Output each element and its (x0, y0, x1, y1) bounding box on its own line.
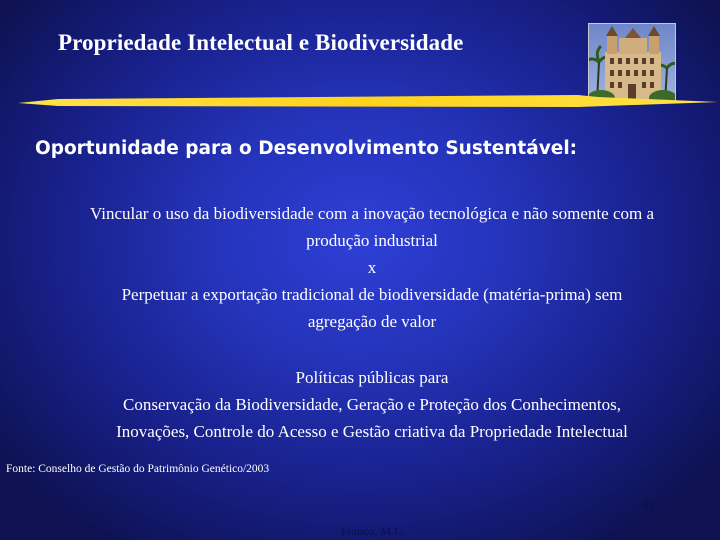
building-photo (588, 23, 676, 103)
slide-title: Propriedade Intelectual e Biodiversidade (58, 30, 464, 55)
text-line: produção industrial (306, 231, 438, 250)
text-line: Conservação da Biodiversidade, Geração e Proteção dos Conhecimentos, (122, 395, 622, 414)
text-line: Inovações, Controle do Acesso e Gestão criativa da Propriedade Intelectual (116, 422, 628, 441)
text-line: x (367, 258, 377, 277)
text-line: Perpetuar a exportação tradicional de biodiversidade (matéria-prima) sem (121, 285, 623, 304)
title-rule (18, 93, 718, 109)
page-number: 41 (642, 497, 654, 511)
source-note: Fonte: Conselho de Gestão do Patrimônio Genético/2003 (6, 463, 270, 475)
paragraph-policies (22, 364, 720, 445)
text-line: Vincular o uso da biodiversidade com a inovação tecnológica e não somente com a (89, 204, 655, 223)
section-heading: Oportunidade para o Desenvolvimento Sustentável: (35, 138, 578, 159)
paragraph-comparison (22, 200, 720, 335)
author-credit: Franco, M.C. (341, 524, 405, 538)
text-line: agregação de valor (307, 312, 437, 331)
text-line: Políticas públicas para (295, 368, 449, 387)
building-photo-image (589, 24, 675, 102)
